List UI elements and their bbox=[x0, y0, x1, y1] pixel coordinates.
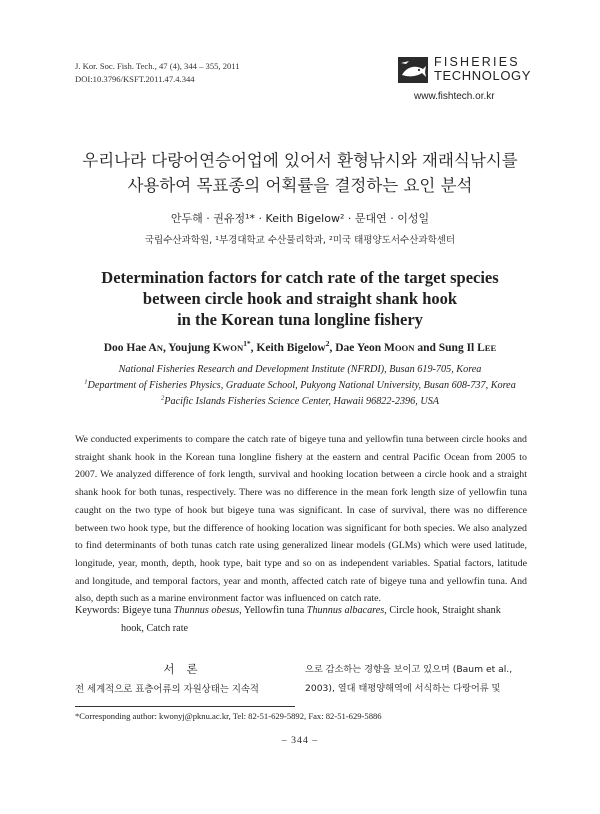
fish-logo-icon bbox=[398, 57, 428, 83]
logo-wordmark bbox=[434, 55, 531, 83]
journal-url: www.fishtech.or.kr bbox=[414, 91, 495, 102]
page-number: – 344 – bbox=[281, 735, 319, 746]
korean-title-line2: 사용하여 목표종의 어획률을 결정하는 요인 분석 bbox=[127, 176, 473, 195]
english-affiliation-3: $^2$Pacific Islands Fisheries Science Center, Hawaii 96822-2396, USA bbox=[160, 394, 440, 407]
logo-line2: TECHNOLOGY bbox=[434, 68, 532, 83]
logo-line1: FISHERIES bbox=[434, 55, 520, 69]
abstract: We conducted experiments to compare the catch rate of bigeye tuna and yellowfin tuna between circle hooks and straight shank hook in the Korean tuna longline fishery at the eastern and central Pacific Ocean from 2005 to 2007. We analyzed difference of fork length, survival and hooking location between a circle hook and a straight shank hook for both tunas, respectively. There was no difference in the mean fork length size of yellowfin tuna caught on the two type of hook but bigeye tuna was significant. In case of survival, there was no difference between two hook type, but the difference of hooking location was significant for both species. We also analyzed to find determinants of both tunas catch rate using generalized linear models (GLMs) which were used latitude, longitude, year, month, depth, hook type, bait type and so on as independent variables. Spatial factors, latitude and longitude, and temporal factors, year and month, affected catch rate of bigeye tuna and yellowfin tuna. And also, depth such as a marine environment factor was influenced on catch rate. bbox=[75, 434, 527, 605]
korean-title-line1: 우리나라 다랑어연승어업에 있어서 환형낚시와 재래식낚시를 bbox=[82, 151, 518, 170]
body-right-column: 으로 감소하는 경향을 보이고 있으며 (Baum et al., 2003), 열대 태평양해역에 서식하는 다랑어류 및 bbox=[305, 664, 513, 694]
english-affiliation-2: $^1$Department of Fisheries Physics, Graduate School, Pukyong National University, Busan 608-737, Korea bbox=[84, 378, 516, 391]
korean-affiliations: 국립수산과학원, ¹부경대학교 수산물리학과, ²미국 태평양도서수산과학센터 bbox=[144, 235, 456, 246]
english-title-line2: between circle hook and straight shank hook bbox=[142, 289, 458, 308]
english-authors: Doo Hae AN, Youjung $KWON^{1*}$, Keith Bigelow$^2$, Dae Yeon MOON and Sung Il LEE bbox=[103, 339, 497, 354]
corresponding-author-footnote: *Corresponding author: kwonyj@pknu.ac.kr, Tel: 82-51-629-5892, Fax: 82-51-629-5886 bbox=[75, 711, 382, 721]
journal-citation: J. Kor. Soc. Fish. Tech., 47 (4), 344 – 355, 2011 bbox=[75, 61, 240, 71]
english-title-line3: in the Korean tuna longline fishery bbox=[177, 310, 423, 329]
english-affiliation-1: National Fisheries Research and Development Institute (NFRDI), Busan 619-705, Korea bbox=[118, 364, 482, 375]
korean-authors: 안두해 · 권유정¹* · Keith Bigelow² · 문대연 · 이성일 bbox=[170, 212, 430, 225]
journal-logo bbox=[398, 55, 533, 102]
journal-doi: DOI:10.3796/KSFT.2011.47.4.344 bbox=[75, 73, 195, 84]
journal-header bbox=[75, 60, 240, 85]
english-title-line1: Determination factors for catch rate of the target species bbox=[101, 268, 499, 287]
footnote-divider bbox=[75, 706, 295, 707]
body-left-column: 전 세계적으로 표층어류의 자원상태는 지속적 bbox=[75, 684, 259, 695]
keywords: Keywords: Bigeye tuna Thunnus obesus, Yellowfin tuna Thunnus albacares, Circle hook, Straight shank hook, Catch rate bbox=[75, 605, 501, 634]
section-title-introduction: 서론 bbox=[163, 662, 210, 676]
